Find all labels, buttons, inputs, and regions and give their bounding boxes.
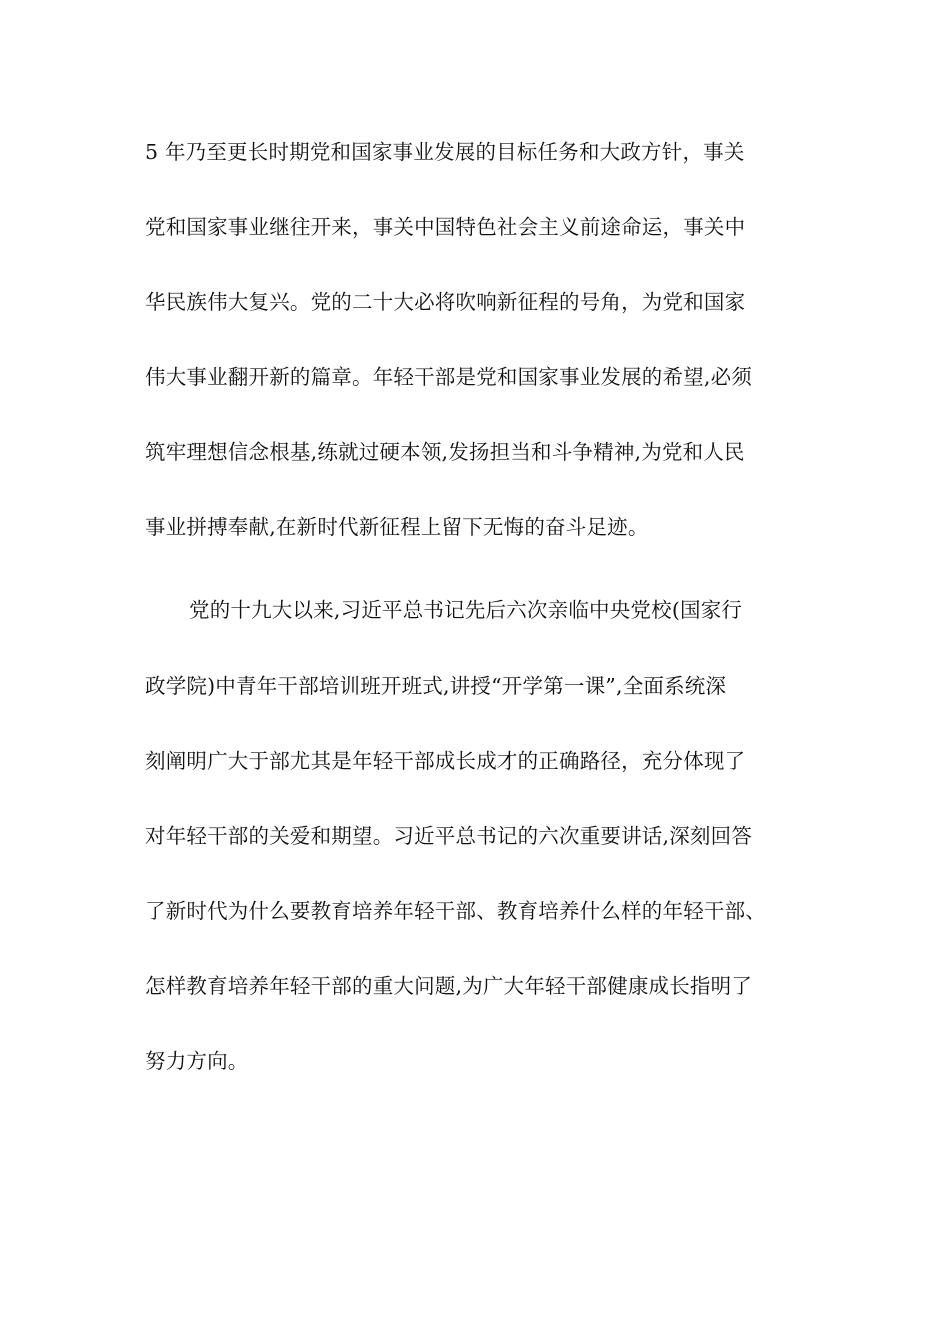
paragraph-2-line-1: 党的十九大以来,习近平总书记先后六次亲临中央党校(国家行: [189, 598, 743, 622]
paragraph-1-line-2: 党和国家事业继往开来，事关中国特色社会主义前途命运，事关中: [145, 215, 746, 239]
paragraph-2-line-4: 对年轻干部的关爱和期望。习近平总书记的六次重要讲话,深刻回答: [145, 824, 753, 848]
paragraph-1-line-3: 华民族伟大复兴。党的二十大必将吹响新征程的号角，为党和国家: [145, 290, 746, 314]
paragraph-2-line-7: 努力方向。: [145, 1049, 249, 1073]
paragraph-2-line-5: 了新时代为什么要教育培养年轻干部、教育培养什么样的年轻干部、: [145, 899, 766, 923]
paragraph-1-line-5: 筑牢理想信念根基,练就过硬本领,发扬担当和斗争精神,为党和人民: [145, 440, 745, 464]
paragraph-1-line-4: 伟大事业翻开新的篇章。年轻干部是党和国家事业发展的希望,必须: [145, 365, 753, 389]
paragraph-2-line-2: 政学院)中青年干部培训班开班式,讲授“开学第一课”,全面系统深: [145, 674, 727, 698]
paragraph-1-line-6: 事业拼搏奉献,在新时代新征程上留下无悔的奋斗足迹。: [145, 515, 649, 539]
paragraph-2-line-6: 怎样教育培养年轻干部的重大问题,为广大年轻干部健康成长指明了: [145, 974, 753, 998]
paragraph-2-line-3: 刻阐明广大于部尤其是年轻干部成长成才的正确路径，充分体现了: [145, 749, 746, 773]
paragraph-1-line-1: 5 年乃至更长时期党和国家事业发展的目标任务和大政方针，事关: [145, 140, 745, 164]
